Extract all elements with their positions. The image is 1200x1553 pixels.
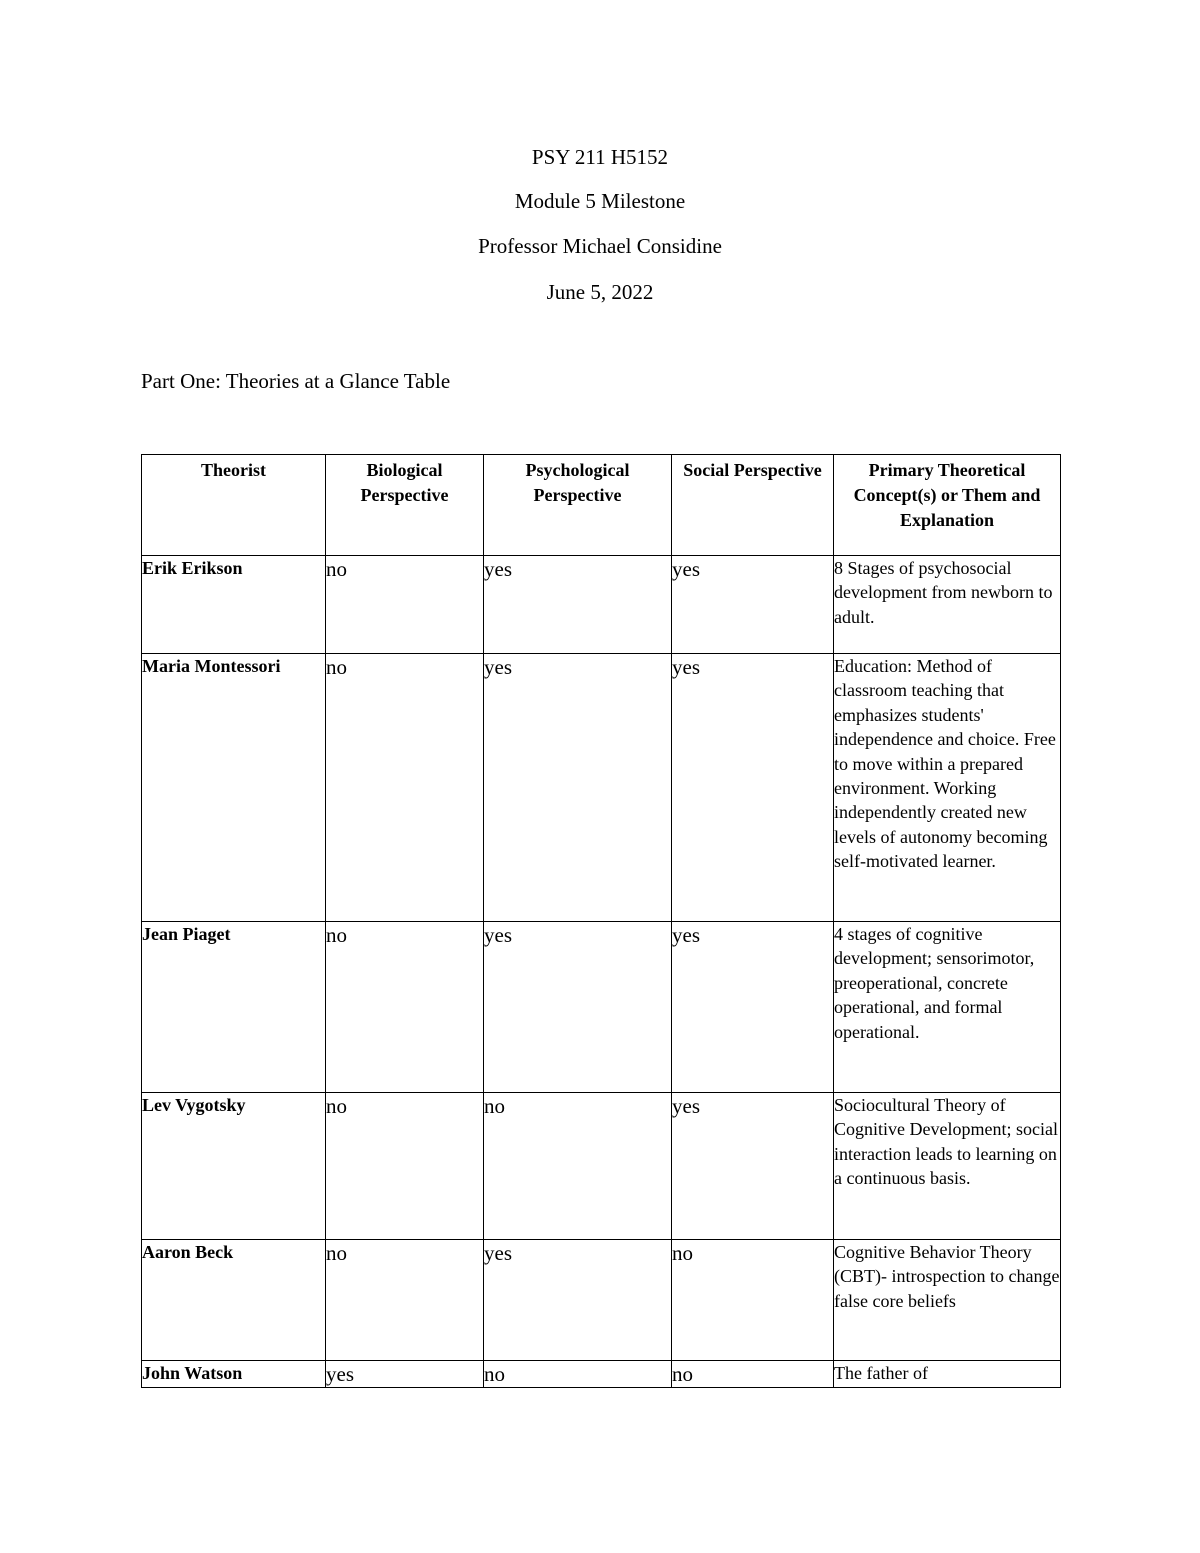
document-date: June 5, 2022 [546,280,654,304]
biological-cell: yes [326,1361,484,1388]
section-title: Part One: Theories at a Glance Table [141,369,451,393]
biological-cell: no [326,556,484,654]
social-cell: yes [672,1093,834,1240]
column-header-psychological: Psychological Perspective [484,455,672,556]
psychological-cell: no [484,1093,672,1240]
social-cell: yes [672,556,834,654]
theorist-cell: Maria Montessori [142,654,326,922]
table-row [142,1093,1061,1240]
social-cell: yes [672,922,834,1093]
psychological-cell: yes [484,1240,672,1361]
concept-cell: The father of [834,1361,1061,1388]
social-cell: no [672,1361,834,1388]
column-header-biological: Biological Perspective [326,455,484,556]
assignment-title: Module 5 Milestone [514,189,686,213]
biological-cell: no [326,922,484,1093]
table-row [142,922,1061,1093]
theorist-cell: Aaron Beck [142,1240,326,1361]
social-cell: no [672,1240,834,1361]
psychological-cell: yes [484,922,672,1093]
social-cell: yes [672,654,834,922]
column-header-theorist: Theorist [142,455,326,556]
psychological-cell: yes [484,654,672,922]
table-row [142,556,1061,654]
table-row [142,1361,1061,1388]
table-row [142,654,1061,922]
biological-cell: no [326,1093,484,1240]
theories-table [141,454,1061,1388]
concept-cell: Sociocultural Theory of Cognitive Development; social interaction leads to learning on a continuous basis. [834,1093,1061,1240]
theorist-cell: Erik Erikson [142,556,326,654]
concept-cell: 8 Stages of psychosocial development from newborn to adult. [834,556,1061,654]
theorist-cell: Lev Vygotsky [142,1093,326,1240]
psychological-cell: yes [484,556,672,654]
psychological-cell: no [484,1361,672,1388]
theorist-cell: Jean Piaget [142,922,326,1093]
table-row [142,1240,1061,1361]
column-header-social: Social Perspective [672,455,834,556]
concept-cell: Education: Method of classroom teaching that emphasizes students' independence and choice. Free to move within a prepared environment. Working independently created new levels of autonomy becoming self-motivated learner. [834,654,1061,922]
column-header-concept: Primary Theoretical Concept(s) or Them and Explanation [834,455,1061,556]
course-title: PSY 211 H5152 [531,145,669,169]
table-header-row [142,455,1061,556]
concept-cell: Cognitive Behavior Theory (CBT)- introspection to change false core beliefs [834,1240,1061,1361]
biological-cell: no [326,1240,484,1361]
biological-cell: no [326,654,484,922]
theorist-cell: John Watson [142,1361,326,1388]
concept-cell: 4 stages of cognitive development; sensorimotor, preoperational, concrete operational, and formal operational. [834,922,1061,1093]
professor-name: Professor Michael Considine [478,234,722,258]
